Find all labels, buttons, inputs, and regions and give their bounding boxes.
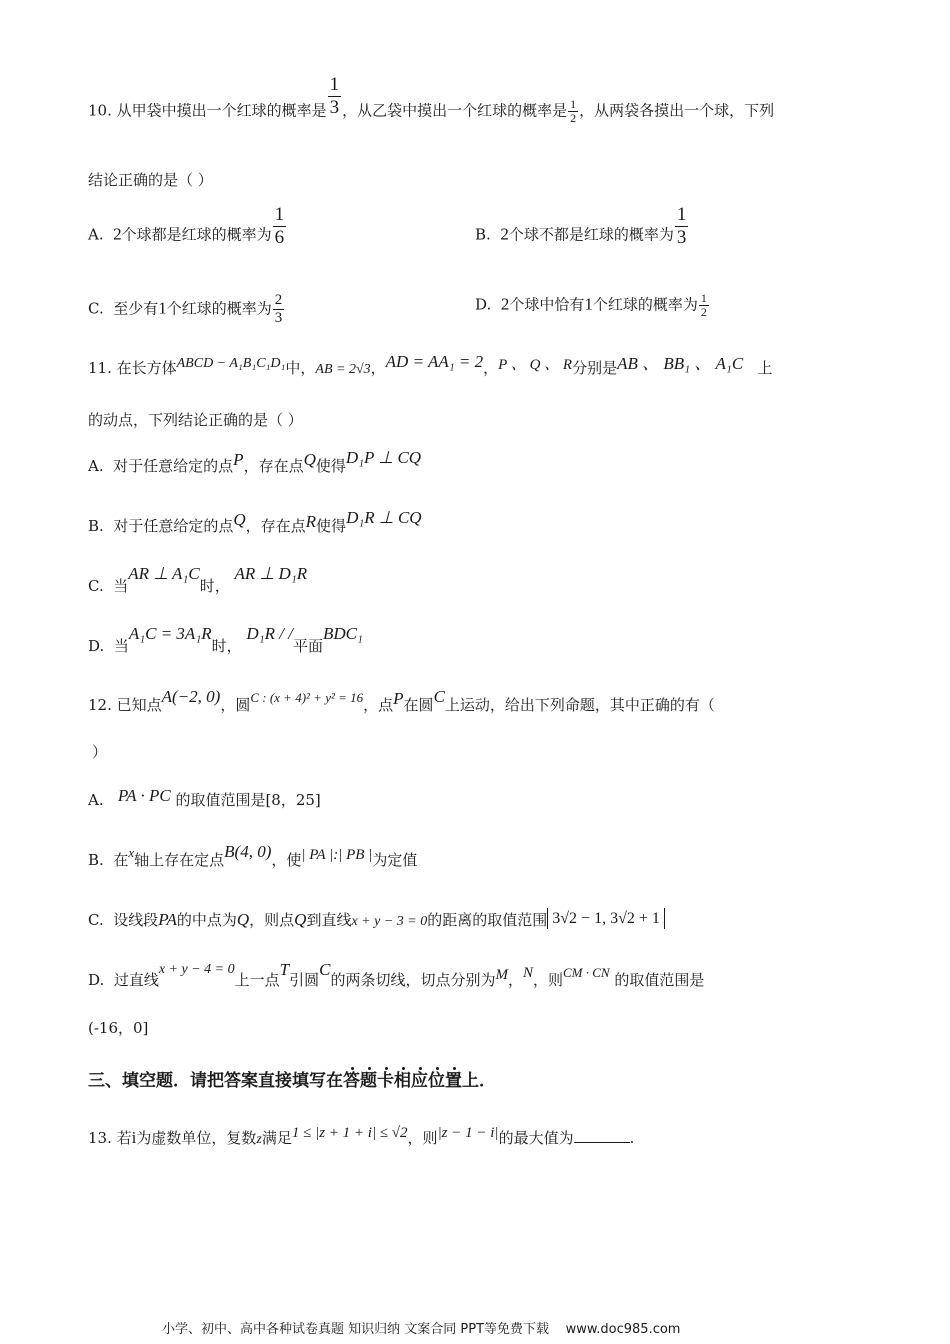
emphasis-char: 相 — [394, 1071, 411, 1091]
q10-option-b: B. 2个球不都是红球的概率为 $\frac{1}{3}$ — [475, 204, 687, 248]
emphasis-char: 卡 — [377, 1071, 394, 1091]
emphasis-char: 题 — [360, 1071, 377, 1091]
q10-option-c: C. 至少有1个红球的概率为 $\frac{2}{3}$ — [88, 292, 283, 326]
q12-option-d-range: (-16，0] — [88, 1019, 149, 1037]
emphasis-char: 位 — [428, 1071, 445, 1091]
q10-option-d: D. 2个球中恰有1个红球的概率为 $\frac{1}{2}$ — [475, 291, 707, 319]
footer-text: 小学、初中、高中各种试卷真题 知识归纳 文案合同 PPT等免费下载 — [162, 1322, 550, 1337]
page-footer — [162, 1318, 680, 1337]
distance-range: 3√2 − 1, 3√2 + 1 — [547, 908, 665, 929]
section-heading: 三、填空题．请把答案直接填写在答题卡相应位置上． — [88, 1071, 496, 1091]
answer-blank[interactable] — [574, 1128, 630, 1143]
fraction-one-third: $\frac{1}{3}$ — [329, 74, 340, 118]
q13-stem: 13. 若i为虚数单位，复数z满足1 ≤ |z + 1 + i| ≤ √2，则|z − 1 − i|的最大值为 . — [88, 1125, 635, 1147]
q10-stem-line1: 10. 从甲袋中摸出一个红球的概率是 $\frac{1}{3}$ ，从乙袋中摸出一个红球的概率是 $\frac{1}{2}$ ，从两袋各摸出一个球，下列 — [88, 74, 775, 125]
q11-option-a: A. 对于任意给定的点P，存在点Q使得D₁P ⊥ CQ — [88, 448, 422, 475]
q11-stem-line2: 的动点，下列结论正确的是（ ） — [88, 411, 303, 429]
q11-option-c: C. 当AR ⊥ A₁C时， AR ⊥ D₁R — [88, 564, 308, 595]
q11-option-d: D. 当A₁C = 3A₁R时， D₁R / /平面BDC₁ — [88, 624, 363, 655]
fraction-one-half: $\frac{1}{2}$ — [570, 97, 577, 125]
footer-site: www.doc985.com — [565, 1322, 681, 1337]
emphasis-char: 应 — [411, 1071, 428, 1091]
q12-stem-line1: 12. 已知点A(−2, 0)，圆C : (x + 4)² + y² = 16，点P在圆C上运动，给出下列命题，其中正确的有（ — [88, 687, 715, 714]
q12-stem-line2: ） — [92, 743, 108, 761]
q10-option-a: A. 2个球都是红球的概率为 $\frac{1}{6}$ — [88, 204, 285, 248]
q11-stem-line1: 11. 在长方体ABCD − A₁B₁C₁D₁中，AB = 2√3，AD = AA₁ = 2，P 、 Q 、 R分别是AB 、 BB₁ 、 A₁C 上 — [88, 352, 773, 377]
q12-option-b: B. 在x轴上存在定点B(4, 0)，使| PA |:| PB |为定值 — [88, 842, 418, 869]
emphasis-dotted-text — [343, 1071, 462, 1091]
emphasis-char: 答 — [343, 1071, 360, 1091]
q12-option-c: C. 设线段PA的中点为Q，则点Q到直线x + y − 3 = 0的距离的取值范围 3√2 − 1, 3√2 + 1 — [88, 910, 665, 932]
q12-option-d: D. 过直线x + y − 4 = 0上一点T引圆C的两条切线，切点分别为M，N，则CM · CN 的取值范围是 — [88, 960, 705, 989]
q12-option-a: A. PA · PC 的取值范围是[8，25] — [88, 786, 321, 809]
emphasis-char: 置 — [445, 1071, 462, 1091]
q10-stem-line2: 结论正确的是（ ） — [88, 171, 213, 189]
q11-option-b: B. 对于任意给定的点Q，存在点R使得D₁R ⊥ CQ — [88, 508, 422, 535]
